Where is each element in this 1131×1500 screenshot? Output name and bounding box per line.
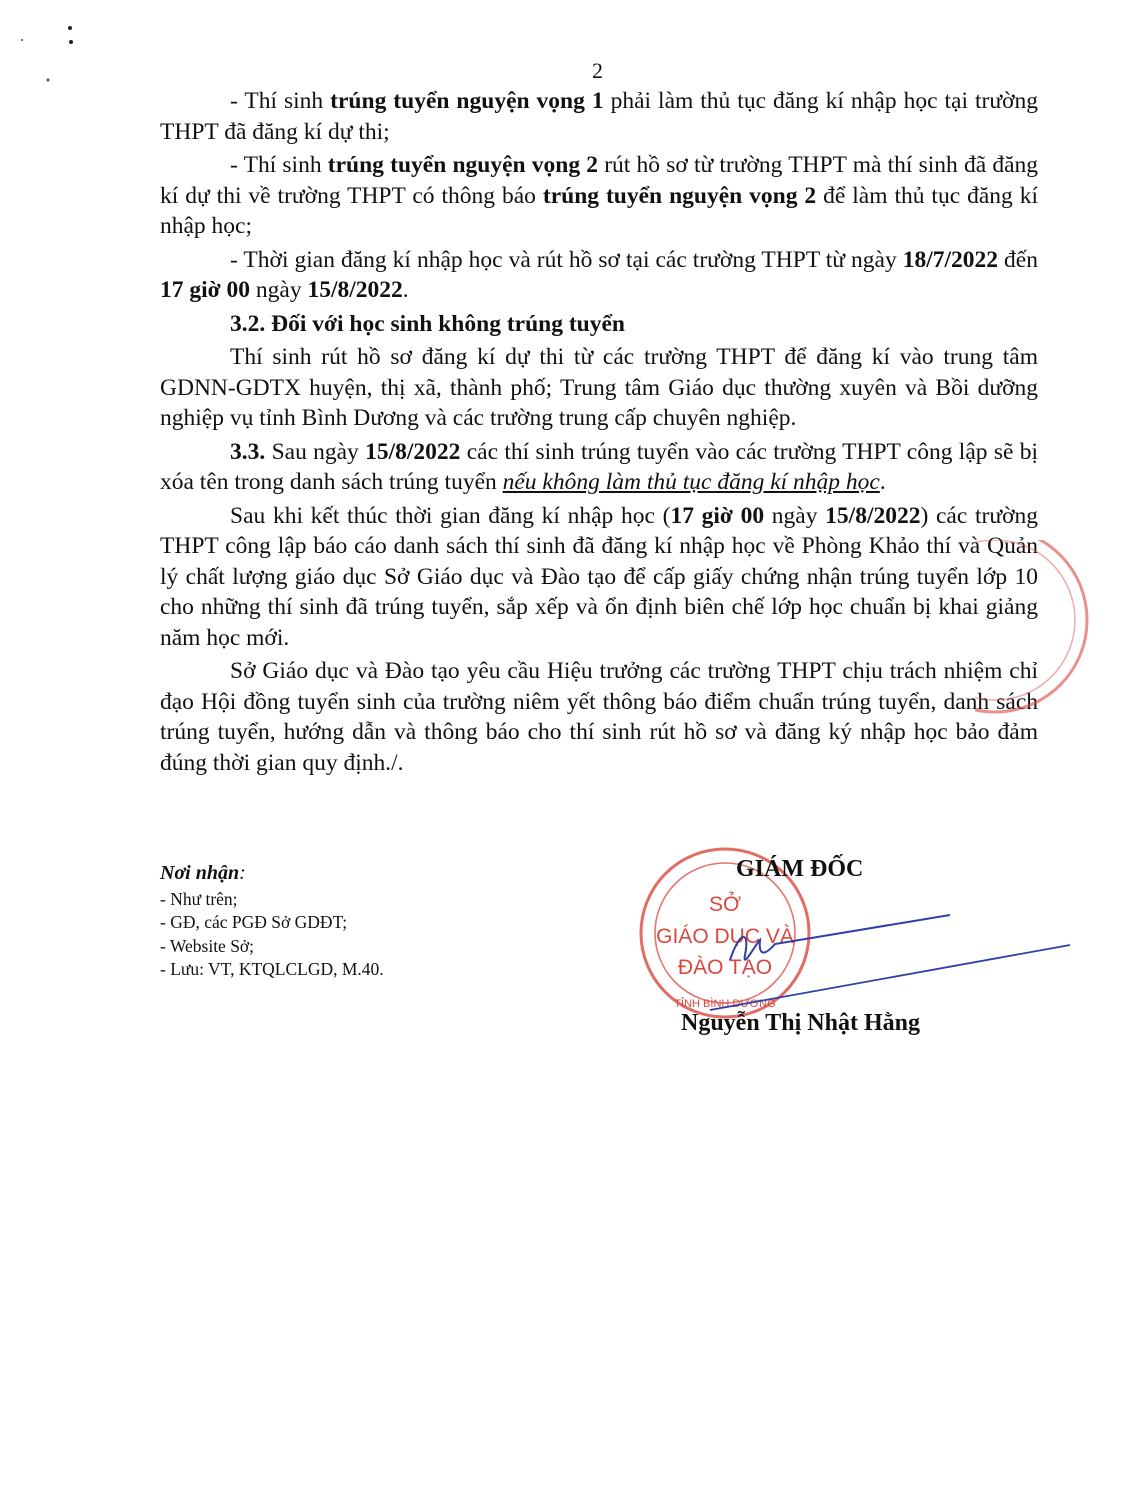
document-body — [160, 86, 1038, 781]
svg-text:ĐÀO TẠO: ĐÀO TẠO — [677, 956, 773, 979]
receivers-block — [160, 862, 560, 982]
paragraph-reporting: Sau khi kết thúc thời gian đăng kí nhập học (17 giờ 00 ngày 15/8/2022) các trường THPT công lập báo cáo danh sách thí sinh đã đăng kí nhập học về Phòng Khảo thí và Quản lý chất lượng giáo dục Sở Giáo dục và Đào tạo để cấp giấy chứng nhận trúng tuyển lớp 10 cho những thí sinh đã trúng tuyển, sắp xếp và ổn định biên chế lớp học chuẩn bị khai giảng năm học mới. — [160, 502, 1038, 651]
paragraph-nv1: - Thí sinh trúng tuyển nguyện vọng 1 phải làm thủ tục đăng kí nhập học tại trường THPT đã đăng kí dự thi; — [160, 88, 1039, 145]
paragraph-not-admitted: Thí sinh rút hồ sơ đăng kí dự thi từ các trường THPT để đăng kí vào trung tâm GDNN-GDTX huyện, thị xã, thành phố; Trung tâm Giáo dục thường xuyên và Bồi dưỡng nghiệp vụ tỉnh Bình Dương và các trường trung cấp chuyên nghiệp. — [160, 344, 1038, 431]
svg-text:SỞ: SỞ — [708, 893, 742, 916]
section-heading-3-2: 3.2. Đối với học sinh không trúng tuyển — [230, 310, 625, 337]
receiver-item: - Website Sở; — [160, 935, 255, 956]
page-number: 2 — [592, 58, 603, 83]
receiver-item: - GĐ, các PGĐ Sở GDĐT; — [160, 912, 348, 932]
paragraph-3-3: 3.3. Sau ngày 15/8/2022 các thí sinh trúng tuyển vào các trường THPT công lập sẽ bị xóa tên trong danh sách trúng tuyển nếu không làm thủ tục đăng kí nhập học. — [160, 438, 1038, 495]
paragraph-timeline: - Thời gian đăng kí nhập học và rút hồ sơ tại các trường THPT từ ngày 18/7/2022 đến 17 giờ 00 ngày 15/8/2022. — [160, 246, 1038, 303]
receivers-list — [160, 888, 560, 982]
signer-title: GIÁM ĐỐC — [736, 856, 864, 882]
partial-stamp — [975, 540, 1095, 720]
paragraph-nv2: - Thí sinh trúng tuyển nguyện vọng 2 rút hồ sơ từ trường THPT mà thí sinh đã đăng kí dự thi về trường THPT có thông báo trúng tuyển nguyện vọng 2 để làm thủ tục đăng kí nhập học; — [160, 152, 1039, 239]
paragraph-request: Sở Giáo dục và Đào tạo yêu cầu Hiệu trưởng các trường THPT chịu trách nhiệm chỉ đạo Hội đồng tuyển sinh của trường niêm yết thông báo điểm chuẩn trúng tuyển, danh sách trúng tuyển, hướng dẫn và thông báo cho thí sinh rút hồ sơ và đăng ký nhập học bảo đảm đúng thời gian quy định./. — [160, 658, 1038, 776]
receiver-item: - Như trên; — [160, 888, 238, 909]
svg-text:GIÁO DỤC VÀ: GIÁO DỤC VÀ — [656, 925, 794, 948]
signer-name: Nguyễn Thị Nhật Hằng — [681, 1010, 920, 1036]
svg-text:TỈNH BÌNH DƯƠNG: TỈNH BÌNH DƯƠNG — [674, 998, 776, 1010]
receivers-title: Nơi nhận: — [160, 862, 246, 884]
receiver-item: - Lưu: VT, KTQLCLGD, M.40. — [160, 959, 384, 979]
